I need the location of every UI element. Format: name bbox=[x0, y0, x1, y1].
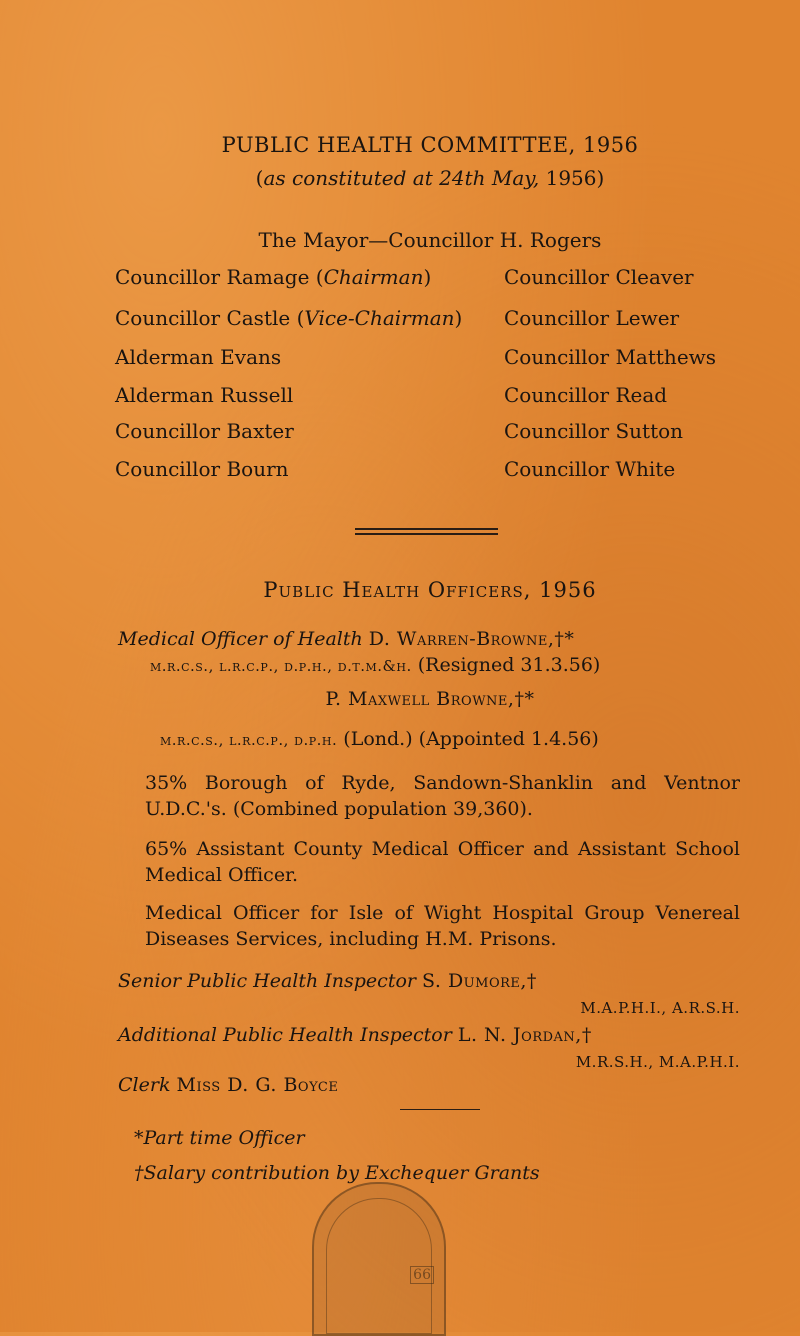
moh2-name: P. Maxwell Browne,†* bbox=[325, 688, 535, 710]
sphi-name: S. Dumore,† bbox=[422, 970, 537, 992]
duty-paragraph-2: 65% Assistant County Medical Officer and Assistant School Medical Officer. bbox=[145, 838, 740, 886]
clerk-line bbox=[118, 1074, 338, 1096]
footnote-salary: †Salary contribution by Exchequer Grants bbox=[134, 1162, 540, 1184]
member-left: Councillor Ramage (Chairman) bbox=[115, 265, 432, 289]
duty-paragraph-1: 35% Borough of Ryde, Sandown-Shanklin and Ventnor U.D.C.'s. (Combined population 39,360). bbox=[145, 772, 740, 820]
member-right: Councillor White bbox=[504, 457, 676, 481]
aphi-name: L. N. Jordan,† bbox=[457, 1024, 592, 1046]
page-subtitle: (as constituted at 24th May, 1956) bbox=[255, 166, 605, 190]
section-divider bbox=[355, 528, 498, 530]
clerk-name: Miss D. G. Boyce bbox=[176, 1074, 339, 1096]
officers-heading: Public Health Officers, 1956 bbox=[263, 578, 597, 602]
stamp-number-mark: 66 bbox=[410, 1266, 434, 1284]
moh-line-1 bbox=[118, 628, 574, 650]
footnote-part-time: *Part time Officer bbox=[134, 1127, 305, 1149]
member-left: Councillor Bourn bbox=[115, 457, 289, 481]
member-right: Councillor Sutton bbox=[504, 419, 684, 443]
duty-paragraph-3: Medical Officer for Isle of Wight Hospital Group Venereal Diseases Services, including H.M. Prisons. bbox=[145, 902, 740, 950]
aphi-title: Additional Public Health Inspector bbox=[118, 1024, 452, 1046]
moh2-note: (Lond.) (Appointed 1.4.56) bbox=[343, 728, 599, 750]
page-title: PUBLIC HEALTH COMMITTEE, 1956 bbox=[221, 133, 639, 157]
section-divider bbox=[355, 533, 498, 535]
member-right: Councillor Lewer bbox=[504, 306, 680, 330]
member-right: Councillor Read bbox=[504, 383, 668, 407]
aphi-line bbox=[118, 1024, 592, 1046]
member-left: Alderman Russell bbox=[115, 383, 294, 407]
member-left: Alderman Evans bbox=[115, 345, 282, 369]
moh1-quals-line bbox=[150, 654, 600, 676]
member-left: Councillor Castle (Vice-Chairman) bbox=[115, 306, 463, 330]
member-left: Councillor Baxter bbox=[115, 419, 294, 443]
moh2-quals: m.r.c.s., l.r.c.p., d.p.h. bbox=[160, 731, 338, 749]
mayor-line: The Mayor—Councillor H. Rogers bbox=[258, 228, 602, 252]
clerk-title: Clerk bbox=[118, 1074, 171, 1096]
member-right: Councillor Matthews bbox=[504, 345, 717, 369]
subtitle-italic: as constituted at 24th May, bbox=[263, 166, 540, 190]
subtitle-year: 1956 bbox=[545, 166, 597, 190]
sphi-title: Senior Public Health Inspector bbox=[118, 970, 416, 992]
sphi-quals: M.A.P.H.I., A.R.S.H. bbox=[580, 999, 740, 1017]
library-stamp-image bbox=[312, 1182, 446, 1336]
moh-title: Medical Officer of Health bbox=[118, 628, 363, 650]
aphi-quals: M.R.S.H., M.A.P.H.I. bbox=[575, 1053, 740, 1071]
moh1-note: (Resigned 31.3.56) bbox=[417, 654, 601, 676]
sphi-line bbox=[118, 970, 537, 992]
moh1-quals: m.r.c.s., l.r.c.p., d.p.h., d.t.m.&h. bbox=[150, 657, 412, 675]
footnote-divider bbox=[400, 1109, 480, 1110]
moh1-name: D. Warren-Browne,†* bbox=[368, 628, 575, 650]
member-right: Councillor Cleaver bbox=[504, 265, 694, 289]
moh2-quals-line bbox=[160, 728, 599, 750]
